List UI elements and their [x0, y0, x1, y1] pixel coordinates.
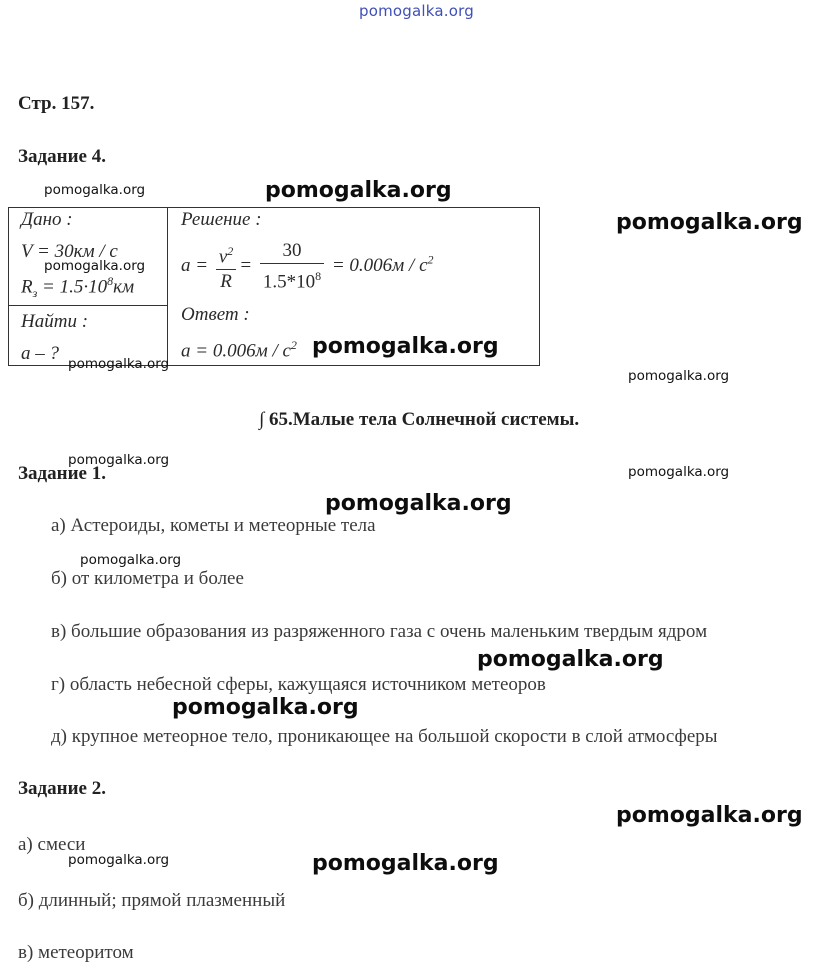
watermark: pomogalka.org — [68, 452, 170, 468]
task4-title: Задание 4. — [18, 146, 106, 167]
watermark: pomogalka.org — [312, 851, 499, 876]
watermark: pomogalka.org — [44, 182, 146, 198]
given-divider — [167, 207, 168, 366]
watermark: pomogalka.org — [172, 695, 359, 720]
task1-item-b: б) от километра и более — [51, 568, 244, 589]
watermark: pomogalka.org — [68, 852, 170, 868]
task2-item-a: а) смеси — [18, 834, 86, 855]
solution-label: Решение : — [181, 209, 262, 230]
task1-item-d: г) область небесной сферы, кажущаяся источником метеоров — [51, 674, 546, 695]
watermark: pomogalka.org — [477, 647, 664, 672]
find-label: Найти : — [21, 311, 89, 332]
task1-item-e: д) крупное метеорное тело, проникающее на большой скорости в слой атмосферы — [51, 726, 718, 747]
task2-title: Задание 2. — [18, 778, 106, 799]
find-value: a – ? — [21, 343, 59, 364]
watermark: pomogalka.org — [265, 178, 452, 203]
watermark: pomogalka.org — [80, 552, 182, 568]
task2-item-c: в) метеоритом — [18, 942, 134, 963]
find-divider — [8, 305, 168, 306]
solution-equation: a = $\frac{v^2}{R}$ = $\frac{30}{1.5*10^8}$ = $0.006м / c^2$ — [181, 240, 434, 293]
watermark: pomogalka.org — [44, 258, 146, 274]
task2-item-b: б) длинный; прямой плазменный — [18, 890, 286, 911]
watermark: pomogalka.org — [628, 368, 730, 384]
answer-value: $a = 0.006м / c^2$ — [181, 338, 297, 362]
fraction-v2-over-r: $\frac{v^2}{R}$ — [216, 240, 236, 293]
task1-title: Задание 1. — [18, 463, 106, 484]
watermark: pomogalka.org — [628, 464, 730, 480]
given-label: Дано : — [21, 209, 73, 230]
watermark: pomogalka.org — [325, 491, 512, 516]
watermark: pomogalka.org — [68, 356, 170, 372]
given-velocity: V = 30км / c — [21, 241, 118, 262]
page-label: Стр. 157. — [18, 93, 95, 114]
watermark: pomogalka.org — [312, 334, 499, 359]
given-radius: $R_з = 1.5\cdot 10^8км$ — [21, 274, 135, 301]
watermark: pomogalka.org — [616, 803, 803, 828]
section-title: ∫ 65.Малые тела Солнечной системы. — [259, 409, 580, 430]
watermark: pomogalka.org — [616, 210, 803, 235]
task1-item-a: а) Астероиды, кометы и метеорные тела — [51, 515, 376, 536]
task1-item-c: в) большие образования из разряженного газа с очень маленьким твердым ядром — [51, 621, 708, 642]
fraction-numeric: $\frac{30}{1.5*10^8}$ — [260, 240, 324, 293]
site-link[interactable]: pomogalka.org — [359, 2, 474, 20]
answer-label: Ответ : — [181, 304, 250, 325]
